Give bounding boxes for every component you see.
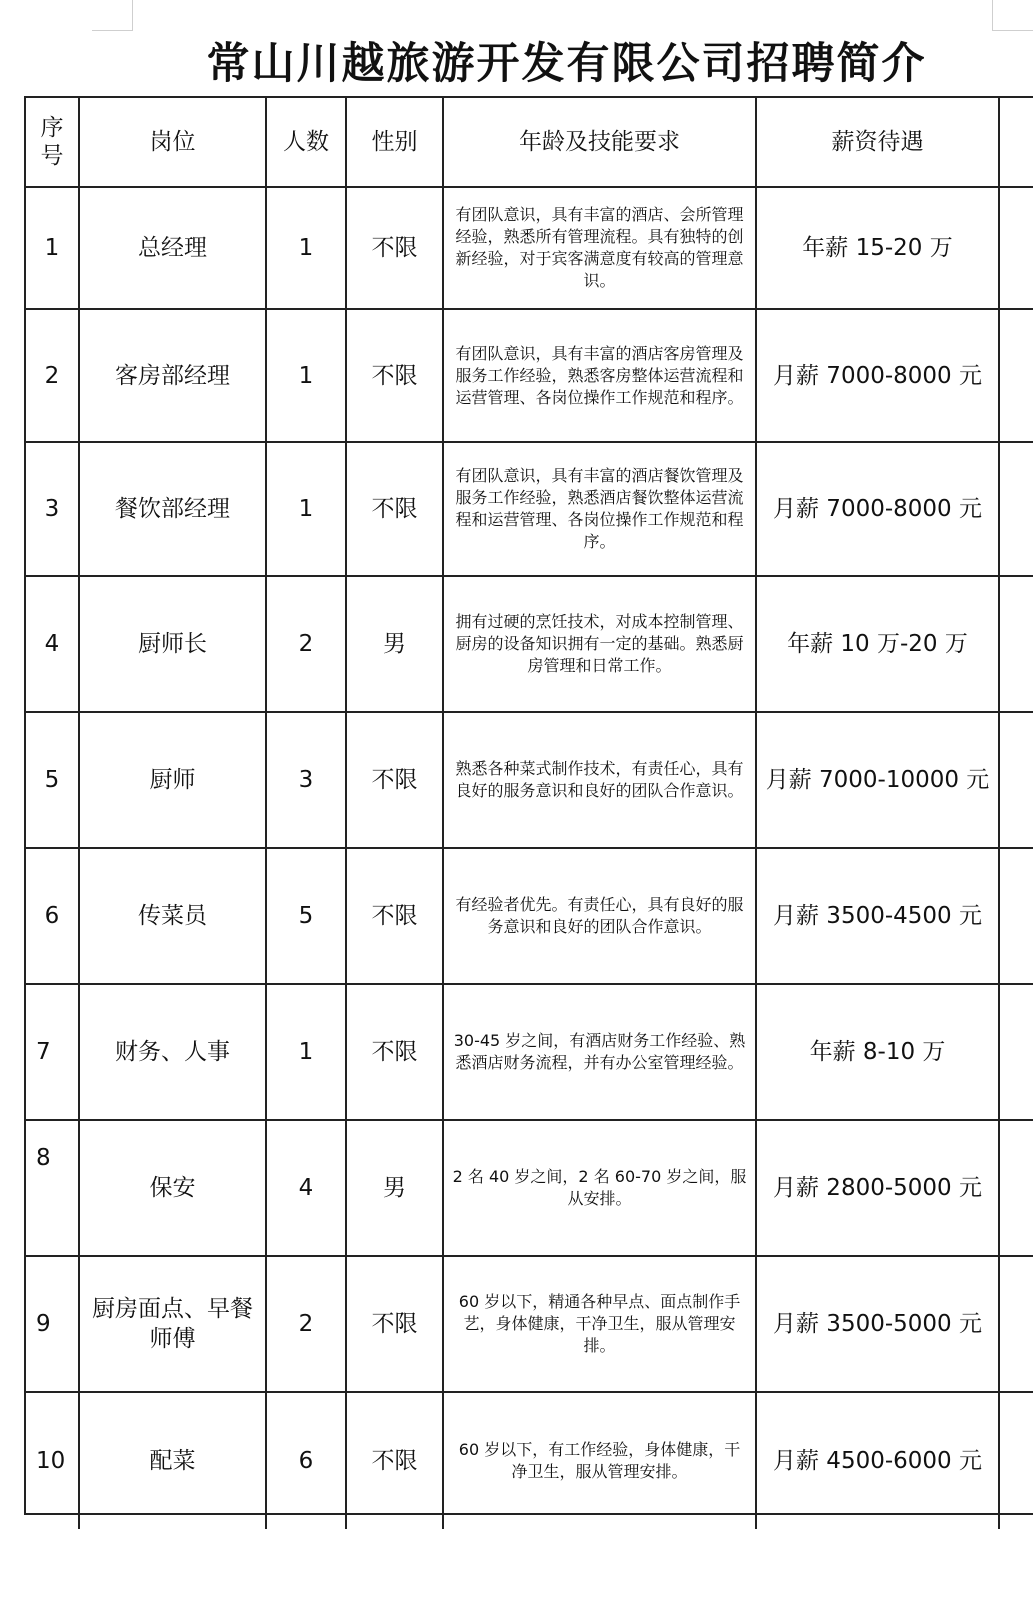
salary-cell: 年薪 15-20 万 (757, 188, 1000, 310)
position-cell: 厨房面点、早餐师傅 (80, 1257, 267, 1393)
header-salary: 薪资待遇 (757, 98, 1000, 188)
header-count: 人数 (267, 98, 347, 188)
salary-cell: 月薪 3500-4500 元 (757, 849, 1000, 985)
position-cell: 总经理 (80, 188, 267, 310)
row-spacer (1000, 849, 1033, 985)
gender-cell: 不限 (347, 188, 444, 310)
seq-cell: 9 (26, 1257, 80, 1393)
gender-cell: 男 (347, 577, 444, 713)
row-spacer (1000, 713, 1033, 849)
page-corner-mark-right (992, 0, 1033, 31)
requirements-cell: 30-45 岁之间，有酒店财务工作经验、熟悉酒店财务流程，并有办公室管理经验。 (444, 985, 757, 1121)
seq-cell: 7 (26, 985, 80, 1121)
position-cell: 客房部经理 (80, 310, 267, 443)
position-cell: 厨师 (80, 713, 267, 849)
gender-cell: 不限 (347, 1257, 444, 1393)
seq-cell: 2 (26, 310, 80, 443)
row-spacer (1000, 188, 1033, 310)
seq-cell: 3 (26, 443, 80, 577)
seq-cell: 4 (26, 577, 80, 713)
salary-cell: 年薪 10 万-20 万 (757, 577, 1000, 713)
requirements-cell: 拥有过硬的烹饪技术，对成本控制管理、厨房的设备知识拥有一定的基础。熟悉厨房管理和日常工作。 (444, 577, 757, 713)
gender-cell: 不限 (347, 713, 444, 849)
count-cell: 3 (267, 713, 347, 849)
row-spacer (1000, 1257, 1033, 1393)
position-cell: 厨师长 (80, 577, 267, 713)
position-cell: 保安 (80, 1121, 267, 1257)
salary-cell: 月薪 7000-8000 元 (757, 310, 1000, 443)
salary-cell: 月薪 4500-6000 元 (757, 1393, 1000, 1529)
requirements-cell: 2 名 40 岁之间，2 名 60-70 岁之间，服从安排。 (444, 1121, 757, 1257)
position-cell: 餐饮部经理 (80, 443, 267, 577)
seq-cell: 8 (26, 1121, 80, 1257)
recruitment-table (24, 96, 1033, 1515)
count-cell: 1 (267, 310, 347, 443)
header-spacer (1000, 98, 1033, 188)
seq-cell: 10 (26, 1393, 80, 1529)
count-cell: 4 (267, 1121, 347, 1257)
seq-cell: 5 (26, 713, 80, 849)
seq-cell: 6 (26, 849, 80, 985)
requirements-cell: 熟悉各种菜式制作技术，有责任心，具有良好的服务意识和良好的团队合作意识。 (444, 713, 757, 849)
count-cell: 1 (267, 985, 347, 1121)
gender-cell: 不限 (347, 310, 444, 443)
count-cell: 2 (267, 577, 347, 713)
header-requirements: 年龄及技能要求 (444, 98, 757, 188)
requirements-cell: 有团队意识，具有丰富的酒店客房管理及服务工作经验，熟悉客房整体运营流程和运营管理、各岗位操作工作规范和程序。 (444, 310, 757, 443)
requirements-cell: 有团队意识，具有丰富的酒店、会所管理经验，熟悉所有管理流程。具有独特的创新经验，对于宾客满意度有较高的管理意识。 (444, 188, 757, 310)
gender-cell: 不限 (347, 443, 444, 577)
count-cell: 1 (267, 188, 347, 310)
salary-cell: 月薪 7000-8000 元 (757, 443, 1000, 577)
requirements-cell: 有经验者优先。有责任心，具有良好的服务意识和良好的团队合作意识。 (444, 849, 757, 985)
salary-cell: 年薪 8-10 万 (757, 985, 1000, 1121)
salary-cell: 月薪 3500-5000 元 (757, 1257, 1000, 1393)
header-position: 岗位 (80, 98, 267, 188)
row-spacer (1000, 443, 1033, 577)
gender-cell: 不限 (347, 849, 444, 985)
row-spacer (1000, 577, 1033, 713)
count-cell: 2 (267, 1257, 347, 1393)
gender-cell: 不限 (347, 1393, 444, 1529)
page-corner-mark-left (92, 0, 133, 31)
page-title: 常山川越旅游开发有限公司招聘简介 (206, 39, 927, 89)
count-cell: 1 (267, 443, 347, 577)
gender-cell: 男 (347, 1121, 444, 1257)
row-spacer (1000, 1121, 1033, 1257)
count-cell: 6 (267, 1393, 347, 1529)
requirements-cell: 60 岁以下，有工作经验，身体健康，干净卫生，服从管理安排。 (444, 1393, 757, 1529)
seq-cell: 1 (26, 188, 80, 310)
requirements-cell: 有团队意识，具有丰富的酒店餐饮管理及服务工作经验，熟悉酒店餐饮整体运营流程和运营管理、各岗位操作工作规范和程序。 (444, 443, 757, 577)
gender-cell: 不限 (347, 985, 444, 1121)
header-gender: 性别 (347, 98, 444, 188)
count-cell: 5 (267, 849, 347, 985)
row-spacer (1000, 1393, 1033, 1529)
requirements-cell: 60 岁以下，精通各种早点、面点制作手艺，身体健康，干净卫生，服从管理安排。 (444, 1257, 757, 1393)
row-spacer (1000, 310, 1033, 443)
position-cell: 传菜员 (80, 849, 267, 985)
salary-cell: 月薪 7000-10000 元 (757, 713, 1000, 849)
position-cell: 配菜 (80, 1393, 267, 1529)
header-seq: 序 号 (26, 98, 80, 188)
salary-cell: 月薪 2800-5000 元 (757, 1121, 1000, 1257)
position-cell: 财务、人事 (80, 985, 267, 1121)
row-spacer (1000, 985, 1033, 1121)
